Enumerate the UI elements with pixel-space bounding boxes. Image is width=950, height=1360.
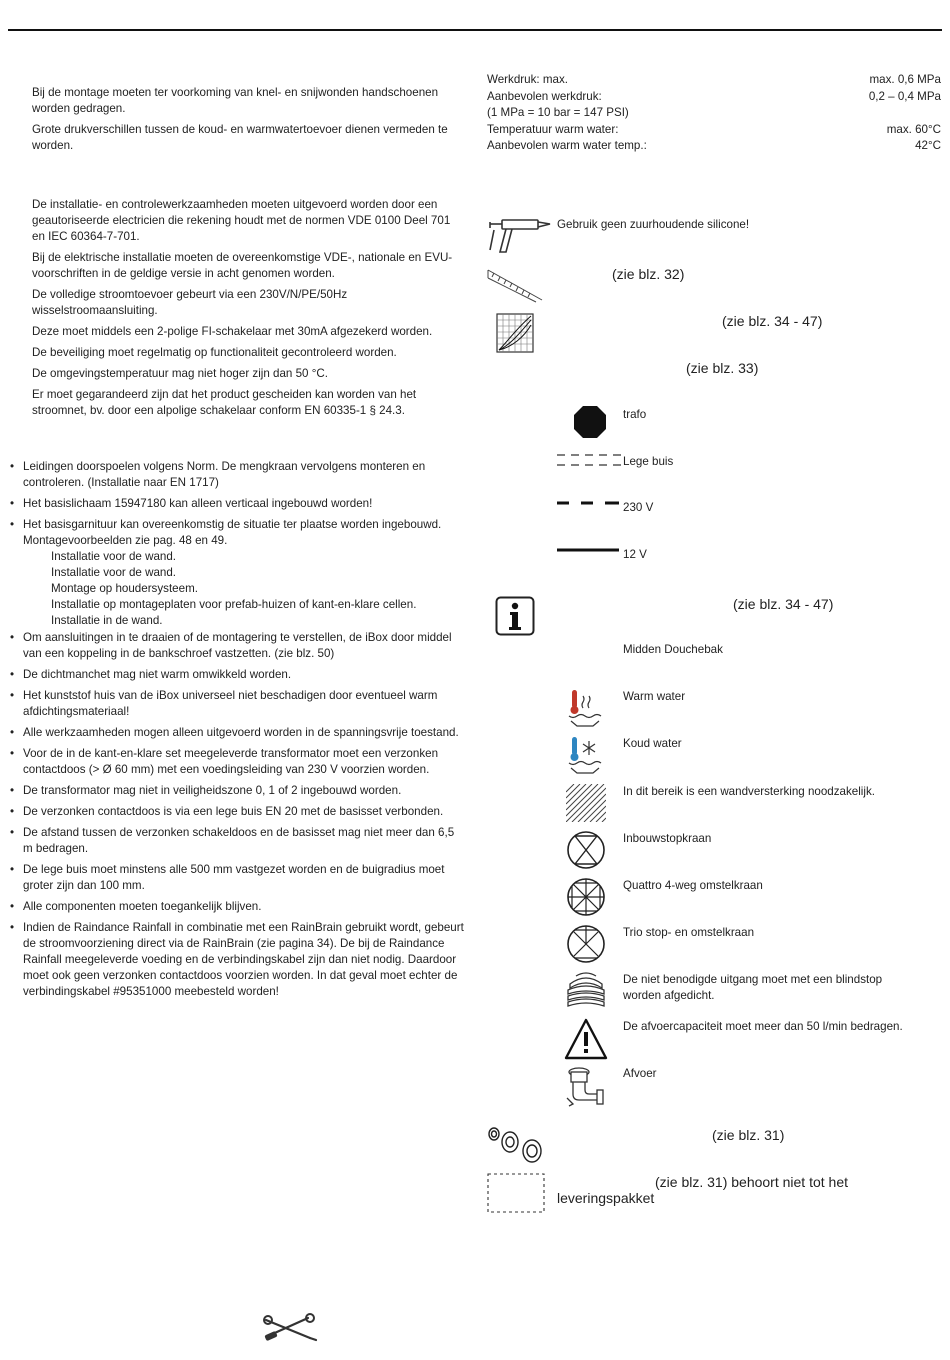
technical-data-table [487, 72, 941, 155]
safety-section [32, 85, 460, 159]
dashed-box-icon [487, 1173, 545, 1213]
warning-triangle-icon [564, 1018, 608, 1060]
tech-label: Temperatuur warm water: [487, 122, 619, 136]
table-row [487, 89, 941, 106]
blind-plug-icon [566, 968, 606, 1010]
list-item: • Om aansluitingen in te draaien of de montagering te verstellen, de iBox door middel van een koppeling in de bankschroef vastzetten. (zie blz. 50) [10, 630, 465, 662]
mounting-sublist [23, 549, 465, 629]
legend-label-warm: Warm water [623, 690, 686, 703]
legend-label-trio: Trio stop- en omstelkraan [623, 926, 755, 939]
valve-quattro-icon [566, 877, 606, 917]
electrical-text: De installatie- en controlewerkzaamheden moeten uitgevoerd worden door een geautoriseerde electricien die rekening houdt met de normen VDE 0100 Deel 701 en IEC 60364-7-701. [32, 198, 451, 243]
parts-icon [486, 1124, 546, 1164]
lege-buis-line [557, 449, 621, 469]
top-rule [8, 29, 942, 31]
snowflake-cold-icon [565, 735, 605, 775]
silicone-warning-text: Gebruik geen zuurhoudende silicone! [557, 218, 750, 231]
levering-text: leveringspakket [557, 1190, 655, 1206]
line-230v [557, 498, 621, 508]
drain-icon [563, 1064, 611, 1108]
list-item: • De verzonken contactdoos is via een lege buis EN 20 met de basisset verbonden. [10, 804, 465, 820]
diagram-grid-icon [496, 313, 534, 353]
list-item: • De transformator mag niet in veiligheidszone 0, 1 of 2 ingebouwd worden. [10, 783, 465, 799]
list-item: • Leidingen doorspoelen volgens Norm. De mengkraan vervolgens monteren en controleren. (Installatie naar EN 1717) [10, 459, 465, 491]
legend-label-afvoer: Afvoer [623, 1067, 657, 1080]
legend-label-inbouwstopkraan: Inbouwstopkraan [623, 832, 712, 845]
tech-value: 42°C [915, 139, 941, 152]
hatch-icon [566, 784, 606, 822]
legend-label-quattro: Quattro 4-weg omstelkraan [623, 879, 763, 892]
legend-label-lege-buis: Lege buis [623, 455, 674, 468]
page-reference: (zie blz. 34 - 47) [733, 596, 834, 612]
table-row [487, 72, 941, 89]
stop-octagon-icon [573, 405, 607, 439]
electrical-text: Deze moet middels een 2-polige FI-schakelaar met 30mA afgezekerd worden. [32, 325, 433, 338]
electrical-text: De volledige stroomtoevoer gebeurt via een 230V/N/PE/50Hz wisselstroomaansluiting. [32, 288, 348, 317]
electrical-text: De beveiliging moet regelmatig op functionaliteit gecontroleerd worden. [32, 346, 397, 359]
sublist-item: Installatie voor de wand. [51, 550, 177, 563]
line-12v [557, 546, 621, 554]
list-item: • De dichtmanchet mag niet warm omwikkeld worden. [10, 667, 465, 683]
list-item: • Alle componenten moeten toegankelijk blijven. [10, 899, 465, 915]
sublist-item: Installatie in de wand. [51, 614, 163, 627]
legend-label-koud: Koud water [623, 737, 682, 750]
legend-label-midden: Midden Douchebak [623, 643, 723, 656]
table-row [487, 138, 941, 155]
safety-gloves-text: Bij de montage moeten ter voorkoming van knel- en snijwonden handschoenen worden gedragen. [32, 86, 439, 115]
list-item [10, 517, 465, 629]
valve-x-icon [566, 830, 606, 870]
sublist-item: Montage op houdersysteem. [51, 582, 198, 595]
info-icon [495, 596, 535, 636]
valve-trio-icon [566, 924, 606, 964]
tech-value: max. 60°C [886, 122, 941, 136]
installation-bullet-list [10, 459, 465, 1005]
electrical-text: Er moet gegarandeerd zijn dat het product gescheiden kan worden van het stroomnet, bv. door een alpolige schakelaar conform EN 60335-1 § 24.3. [32, 388, 417, 417]
safety-pressure-text: Grote drukverschillen tussen de koud- en warmwatertoevoer dienen vermeden te worden. [32, 123, 448, 152]
list-item: • De afstand tussen de verzonken schakeldoos en de basisset mag niet meer dan 6,5 m bedragen. [10, 825, 465, 857]
electrical-text: Bij de elektrische installatie moeten de overeenkomstige VDE-, nationale en EVU-voorschriften in de geldige versie in acht genomen worden. [32, 251, 453, 280]
page-reference: (zie blz. 31) behoort niet tot het [655, 1174, 848, 1190]
list-item: • Indien de Raindance Rainfall in combinatie met een RainBrain gebruikt wordt, gebeurt de stroomvoorziening direct via de RainBrain (zie pagina 34). De bij de Raindance Rainfall meegeleverde voeding en de verbindingskabel zijn dan niet nodig. Daardoor moet ook geen verzonken contactdoos voorzien worden. In dat geval moet echter de verbindingskabel #95351000 meebesteld worden! [10, 920, 465, 1000]
list-item: • Het kunststof huis van de iBox universeel niet beschadigen door eventueel warm afdichtingsmateriaal! [10, 688, 465, 720]
tech-label: (1 MPa = 10 bar = 147 PSI) [487, 106, 629, 119]
thermometer-hot-icon [565, 688, 605, 728]
list-item-text: Het basisgarnituur kan overeenkomstig de situatie ter plaatse worden ingebouwd. Montagevoorbeelden zie pag. 48 en 49. [23, 518, 442, 547]
electrical-section [32, 197, 460, 424]
tech-label: Aanbevolen werkdruk: [487, 89, 602, 103]
legend-label-afvoercapaciteit: De afvoercapaciteit moet meer dan 50 l/min bedragen. [623, 1020, 903, 1033]
tech-label: Werkdruk: max. [487, 73, 568, 86]
legend-label-trafo: trafo [623, 408, 647, 421]
legend-label-wandversterking: In dit bereik is een wandversterking noodzakelijk. [623, 785, 875, 798]
page-reference: (zie blz. 34 - 47) [722, 313, 823, 329]
page-reference: (zie blz. 33) [686, 360, 759, 376]
legend-label-230v: 230 V [623, 501, 654, 514]
list-item: • Alle werkzaamheden mogen alleen uitgevoerd worden in de spanningsvrije toestand. [10, 725, 465, 741]
page-reference: (zie blz. 31) [712, 1127, 785, 1143]
tech-label: Aanbevolen warm water temp.: [487, 139, 647, 152]
sublist-item: Installatie voor de wand. [51, 566, 177, 579]
table-row [487, 105, 941, 122]
table-row [487, 122, 941, 139]
list-item: • Het basislichaam 15947180 kan alleen verticaal ingebouwd worden! [10, 496, 465, 512]
tech-value: max. 0,6 MPa [869, 73, 941, 86]
legend-label-12v: 12 V [623, 548, 647, 561]
wrench-screwdriver-icon [262, 1308, 320, 1348]
ruler-icon [486, 264, 546, 304]
silicone-gun-icon [486, 214, 554, 256]
tech-value: 0,2 – 0,4 MPa [868, 89, 941, 103]
electrical-text: De omgevingstemperatuur mag niet hoger zijn dan 50 °C. [32, 367, 328, 380]
list-item: • De lege buis moet minstens alle 500 mm vastgezet worden en de buigradius moet groter zijn dan 100 mm. [10, 862, 465, 894]
list-item: • Voor de in de kant-en-klare set meegeleverde transformator moet een verzonken contactdoos (> Ø 60 mm) met een voedingsleiding van 230 V voorzien worden. [10, 746, 465, 778]
legend-label-blindstop: De niet benodigde uitgang moet met een blindstop worden afgedicht. [623, 973, 883, 1002]
sublist-item: Installatie op montageplaten voor prefab-huizen of kant-en-klare cellen. [51, 598, 417, 611]
page-reference: (zie blz. 32) [612, 266, 685, 282]
